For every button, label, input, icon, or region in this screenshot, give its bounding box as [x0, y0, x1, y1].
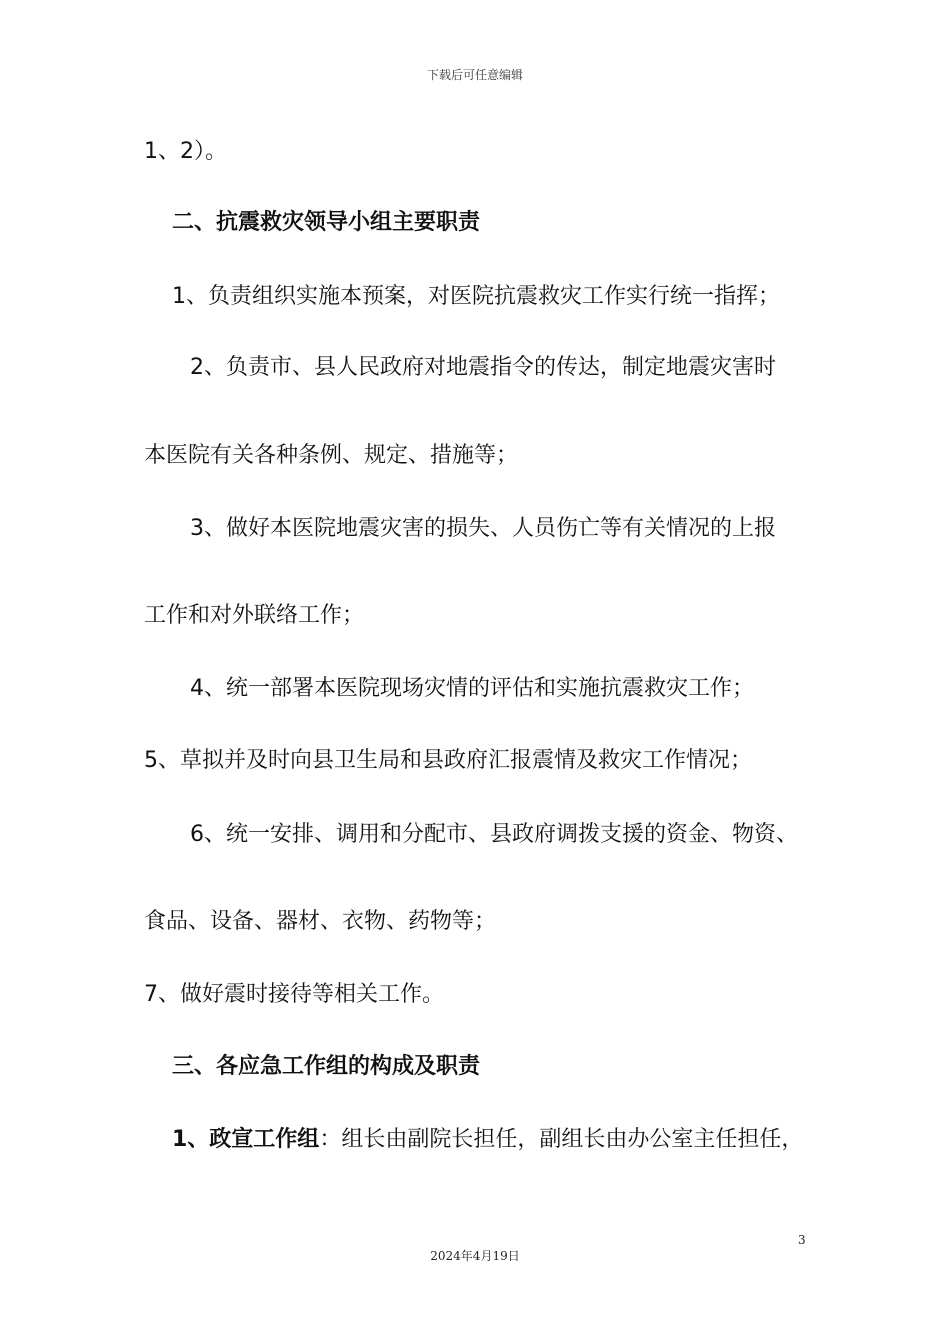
group-item-1	[172, 1125, 803, 1155]
duty-item-3-line-a: 3、做好本医院地震灾害的损失、人员伤亡等有关情况的上报	[190, 516, 776, 541]
duty-item-6-line-a: 6、统一安排、调用和分配市、县政府调拨支援的资金、物资、	[190, 822, 798, 847]
duty-item-6-line-b: 食品、设备、器材、衣物、药物等；	[144, 909, 497, 934]
page-header: 下载后可任意编辑	[426, 68, 523, 82]
page-number: 3	[798, 1233, 806, 1247]
group-item-1-title: 1、政宣工作组	[172, 1127, 320, 1152]
duty-item-2-line-a: 2、负责市、县人民政府对地震指令的传达，制定地震灾害时	[190, 355, 776, 380]
section-heading-2: 二、抗震救灾领导小组主要职责	[172, 210, 481, 235]
section-heading-3: 三、各应急工作组的构成及职责	[172, 1054, 481, 1079]
page-footer-date: 2024年4月19日	[430, 1249, 520, 1263]
group-item-1-text: ：组长由副院长担任，副组长由办公室主任担任，	[319, 1127, 804, 1152]
body-line-1: 1、2）。	[144, 139, 227, 164]
duty-item-7: 7、做好震时接待等相关工作。	[144, 982, 444, 1007]
duty-item-5: 5、草拟并及时向县卫生局和县政府汇报震情及救灾工作情况；	[144, 748, 752, 773]
duty-item-3-line-b: 工作和对外联络工作；	[144, 603, 365, 628]
duty-item-1: 1、负责组织实施本预案，对医院抗震救灾工作实行统一指挥；	[172, 284, 780, 309]
duty-item-2-line-b: 本医院有关各种条例、规定、措施等；	[144, 443, 519, 468]
duty-item-4: 4、统一部署本医院现场灾情的评估和实施抗震救灾工作；	[190, 676, 754, 701]
